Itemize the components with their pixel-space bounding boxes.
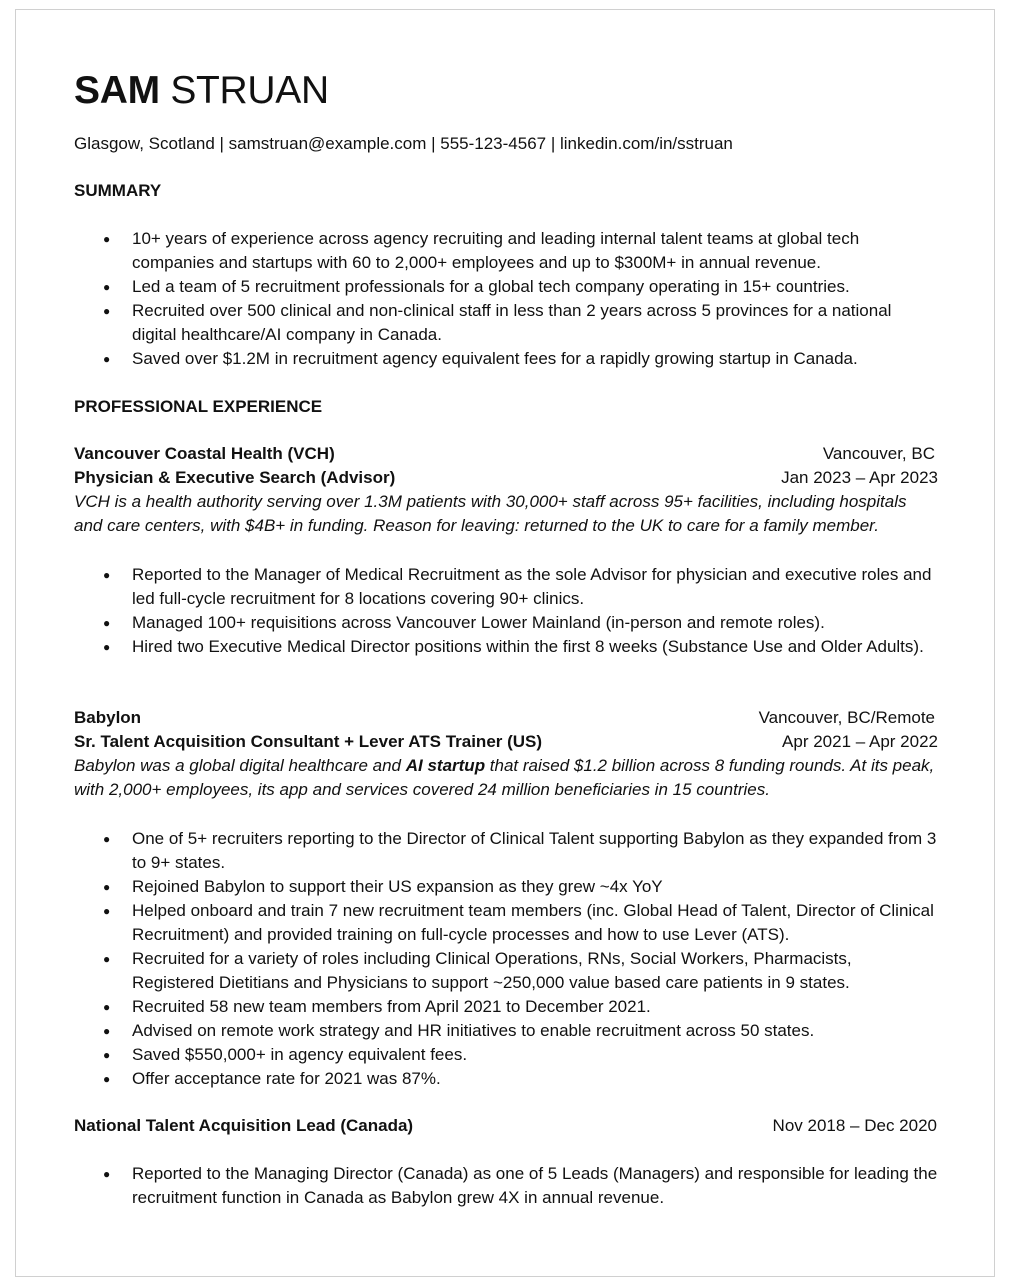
- experience-heading: PROFESSIONAL EXPERIENCE: [74, 397, 323, 416]
- vch-company-row: [74, 442, 938, 466]
- summary-heading: SUMMARY: [74, 181, 162, 200]
- list-item: ● Recruited 58 new team members from April 2021 to December 2021.: [74, 995, 938, 1019]
- list-item: ● Saved $550,000+ in agency equivalent fees.: [74, 1043, 938, 1067]
- babylon-canada-role-row: [74, 1114, 938, 1138]
- babylon-canada-bullet-list: [74, 1162, 938, 1210]
- list-item: ● Saved over $1.2M in recruitment agency equivalent fees for a rapidly growing startup in Canada.: [74, 347, 938, 371]
- list-item: ● Offer acceptance rate for 2021 was 87%.: [74, 1067, 938, 1091]
- list-item: ● Advised on remote work strategy and HR initiatives to enable recruitment across 50 states.: [74, 1019, 938, 1043]
- vch-description: VCH is a health authority serving over 1.3M patients with 30,000+ staff across 95+ facilities, including hospitals and care centers, with $4B+ in funding. Reason for leaving: returned to the UK to care for a family member.: [74, 492, 907, 535]
- summary-list: [74, 227, 938, 371]
- list-item: ● Reported to the Managing Director (Canada) as one of 5 Leads (Managers) and responsible for leading the recruitment function in Canada as Babylon grew 4X in annual revenue.: [74, 1162, 938, 1210]
- job-title: Physician & Executive Search (Advisor): [74, 468, 396, 487]
- list-item: ● 10+ years of experience across agency recruiting and leading internal talent teams at global tech companies and startups with 60 to 2,000+ employees and up to $300M+ in annual revenue.: [74, 227, 938, 275]
- description-text: Babylon was a global digital healthcare and: [74, 756, 406, 775]
- company-name: Babylon: [74, 708, 142, 727]
- list-item: ● Rejoined Babylon to support their US expansion as they grew ~4x YoY: [74, 875, 938, 899]
- list-item: ● Recruited for a variety of roles including Clinical Operations, RNs, Social Workers, Pharmacists, Registered Dietitians and Physicians to support ~250,000 value based care patients in 9 states.: [74, 947, 938, 995]
- babylon-company-row: [74, 706, 938, 730]
- job-dates: Jan 2023 – Apr 2023: [781, 468, 938, 487]
- list-item: ● Reported to the Manager of Medical Recruitment as the sole Advisor for physician and executive roles and led full-cycle recruitment for 8 locations covering 90+ clinics.: [74, 563, 938, 611]
- company-name: Vancouver Coastal Health (VCH): [74, 444, 335, 463]
- description-text: that raised $1.2 billion across 8 funding rounds. At its peak, with 2,000+ employees, its app and services covered 24 million beneficiaries in 15 countries.: [74, 756, 935, 799]
- list-item: ● Recruited over 500 clinical and non-clinical staff in less than 2 years across 5 provinces for a national digital healthcare/AI company in Canada.: [74, 299, 938, 347]
- resume-page: [15, 9, 995, 1277]
- babylon-description: [74, 754, 938, 802]
- job-title: National Talent Acquisition Lead (Canada): [74, 1116, 414, 1135]
- company-location: Vancouver, BC: [822, 444, 935, 463]
- description-emphasis: AI startup: [405, 756, 486, 775]
- last-name: STRUAN: [170, 69, 329, 112]
- babylon-role-row: [74, 730, 938, 754]
- list-item: ● Hired two Executive Medical Director positions within the first 8 weeks (Substance Use and Older Adults).: [74, 635, 938, 659]
- vch-role-row: [74, 466, 938, 490]
- candidate-name: [74, 68, 329, 114]
- job-dates: Apr 2021 – Apr 2022: [782, 732, 938, 751]
- babylon-bullet-list: [74, 827, 938, 1091]
- list-item: ● One of 5+ recruiters reporting to the Director of Clinical Talent supporting Babylon as they expanded from 3 to 9+ states.: [74, 827, 938, 875]
- list-item: ● Helped onboard and train 7 new recruitment team members (inc. Global Head of Talent, Director of Clinical Recruitment) and provided training on full-cycle processes and how to use Lever (ATS).: [74, 899, 938, 947]
- job-dates: Nov 2018 – Dec 2020: [772, 1116, 937, 1135]
- first-name: SAM: [74, 69, 160, 112]
- vch-bullet-list: [74, 563, 938, 659]
- company-location: Vancouver, BC/Remote: [758, 708, 935, 727]
- list-item: ● Led a team of 5 recruitment professionals for a global tech company operating in 15+ countries.: [74, 275, 938, 299]
- contact-line: Glasgow, Scotland | samstruan@example.com | 555-123-4567 | linkedin.com/in/sstruan: [74, 134, 733, 153]
- job-title: Sr. Talent Acquisition Consultant + Lever ATS Trainer (US): [74, 732, 543, 751]
- list-item: ● Managed 100+ requisitions across Vancouver Lower Mainland (in-person and remote roles).: [74, 611, 938, 635]
